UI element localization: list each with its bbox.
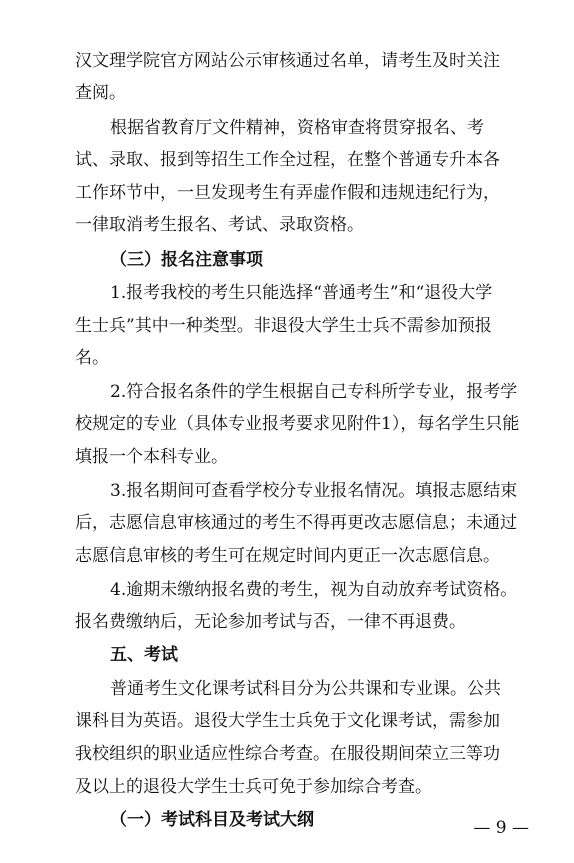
page-number: — 9 — (473, 818, 529, 838)
text-line: 一律取消考生报名、考试、录取资格。 (75, 215, 364, 235)
text-line: 生士兵”其中一种类型。非退役大学生士兵不需参加预报 (75, 316, 492, 336)
text-line: 及以上的退役大学生士兵可免于参加综合考查。 (75, 777, 432, 797)
text-line: 4.逾期未缴纳报名费的考生，视为自动放弃考试资格。 (110, 580, 518, 600)
text-line: 我校组织的职业适应性综合考查。在服役期间荣立三等功 (75, 744, 500, 764)
text-line: 普通考生文化课考试科目分为公共课和专业课。公共 (110, 679, 501, 699)
section-heading: （一）考试科目及考试大纲 (110, 810, 314, 830)
text-line: 1.报考我校的考生只能选择“普通考生”和“退役大学 (110, 283, 493, 303)
section-heading: （三）报名注意事项 (110, 250, 263, 270)
text-line: 报名费缴纳后，无论参加考试与否，一律不再退费。 (75, 612, 466, 632)
text-line: 工作环节中，一旦发现考生有弄虚作假和违规违纪行为， (75, 183, 500, 203)
text-line: 课科目为英语。退役大学生士兵免于文化课考试，需参加 (75, 711, 500, 731)
text-line: 名。 (75, 348, 109, 368)
text-line: 根据省教育厅文件精神，资格审查将贯穿报名、考 (110, 118, 484, 138)
text-line: 试、录取、报到等招生工作全过程，在整个普通专升本各 (75, 150, 500, 170)
text-line: 查阅。 (75, 83, 126, 103)
text-line: 后，志愿信息审核通过的考生不得再更改志愿信息；未通过 (75, 513, 517, 533)
text-line: 3.报名期间可查看学校分专业报名情况。填报志愿结束 (110, 481, 518, 501)
text-line: 2.符合报名条件的学生根据自己专科所学专业，报考学 (110, 382, 518, 402)
text-line: 汉文理学院官方网站公示审核通过名单，请考生及时关注 (75, 51, 500, 71)
text-line: 填报一个本科专业。 (75, 447, 228, 467)
text-line: 校规定的专业（具体专业报考要求见附件1），每名学生只能 (75, 414, 520, 434)
text-line: 志愿信息审核的考生可在规定时间内更正一次志愿信息。 (75, 546, 500, 566)
section-heading: 五、考试 (110, 645, 178, 665)
